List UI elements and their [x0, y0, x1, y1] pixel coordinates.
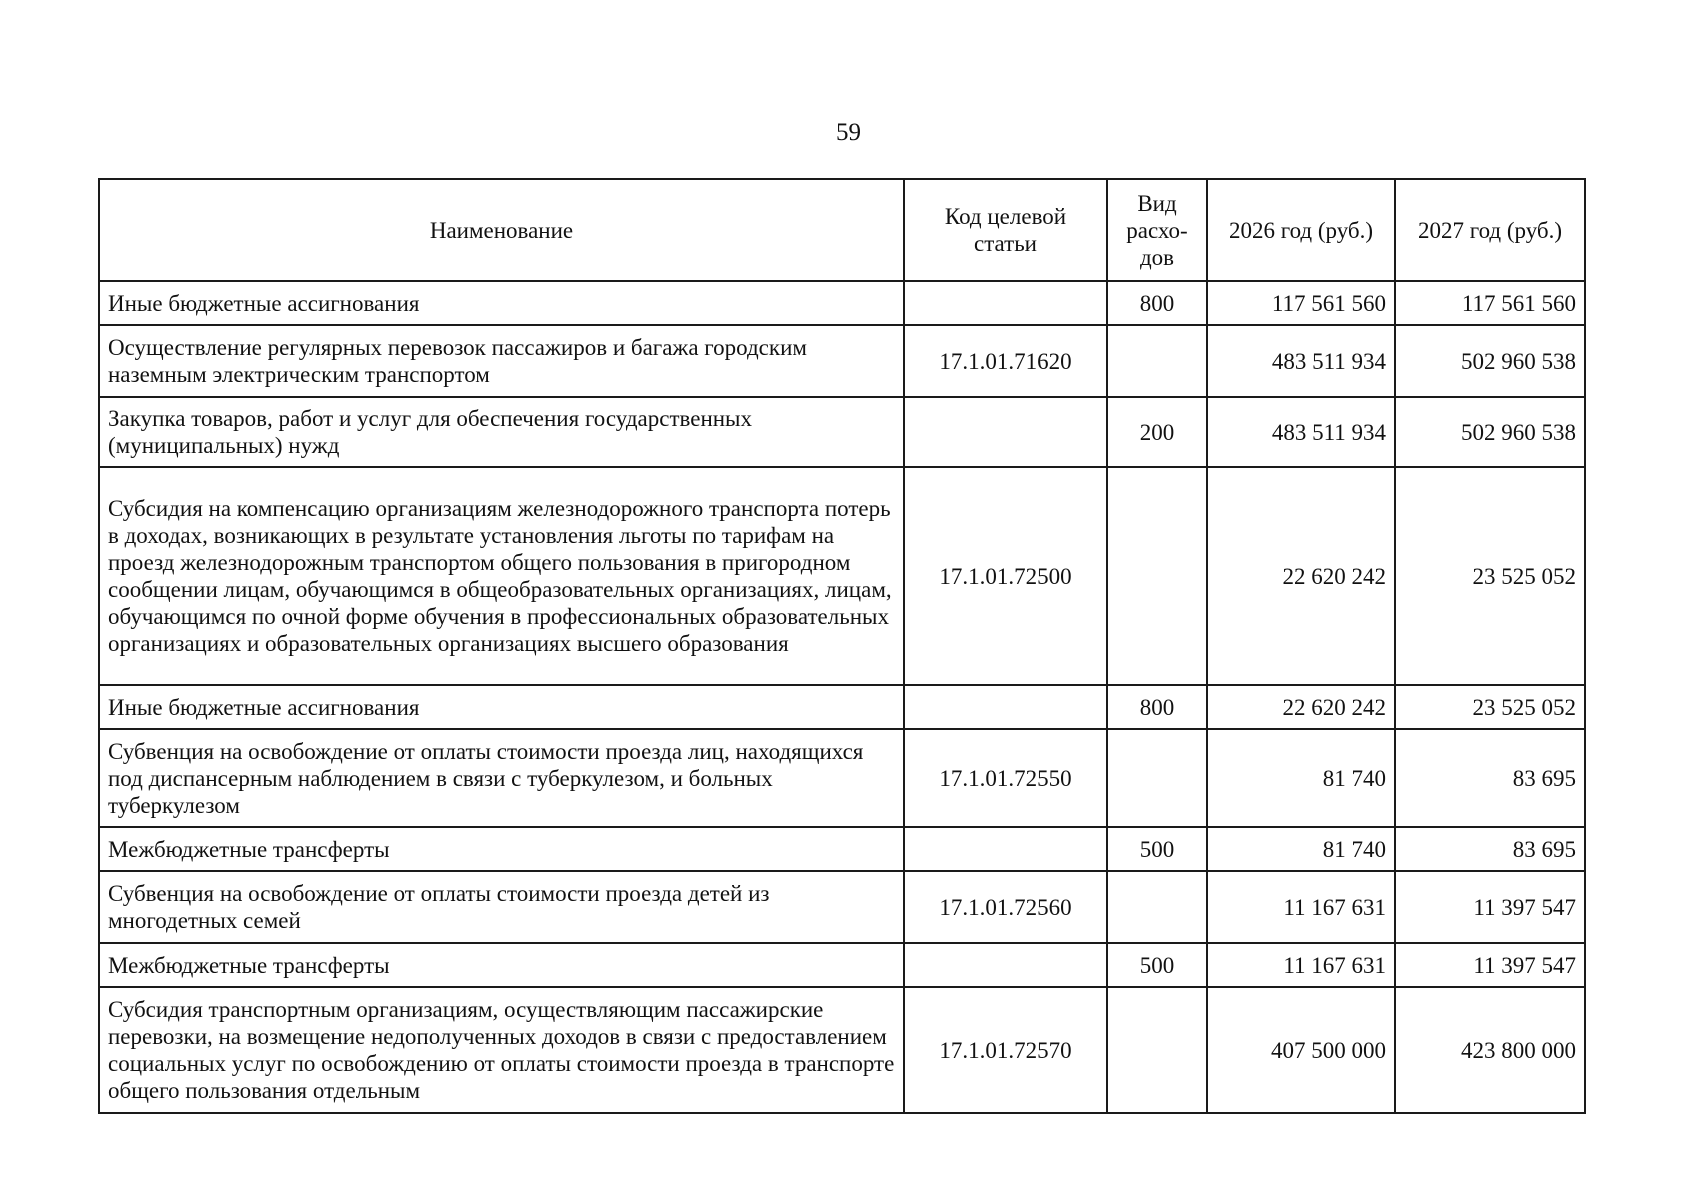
cell-2026: 483 511 934 — [1207, 325, 1395, 397]
cell-kind — [1107, 871, 1207, 943]
table-row — [99, 467, 1585, 685]
table-row — [99, 281, 1585, 325]
cell-code — [904, 281, 1107, 325]
cell-2026: 81 740 — [1207, 729, 1395, 827]
table-row — [99, 397, 1585, 467]
cell-name: Субвенция на освобождение от оплаты стоимости проезда лиц, находящихся под диспансерным наблюдением в связи с туберкулезом, и больных туберкулезом — [99, 729, 904, 827]
cell-code — [904, 943, 1107, 987]
cell-name: Субсидия на компенсацию организациям железнодорожного транспорта потерь в доходах, возникающих в результате установления льготы по тарифам на проезд железнодорожным транспортом общего пользования в пригородном сообщении лицам, обучающимся в общеобразовательных организациях, лицам, обучающимся по очной форме обучения в профессиональных образовательных организациях и образовательных организациях высшего образования — [99, 467, 904, 685]
cell-kind: 200 — [1107, 397, 1207, 467]
header-kind: Вид расхо-дов — [1107, 179, 1207, 281]
cell-code: 17.1.01.71620 — [904, 325, 1107, 397]
cell-kind: 500 — [1107, 943, 1207, 987]
cell-2026: 11 167 631 — [1207, 943, 1395, 987]
cell-name: Иные бюджетные ассигнования — [99, 685, 904, 729]
table-row — [99, 987, 1585, 1113]
cell-2027: 11 397 547 — [1395, 871, 1585, 943]
table-row — [99, 325, 1585, 397]
cell-kind — [1107, 729, 1207, 827]
cell-kind: 500 — [1107, 827, 1207, 871]
budget-table — [98, 178, 1586, 1114]
cell-code: 17.1.01.72500 — [904, 467, 1107, 685]
cell-2026: 483 511 934 — [1207, 397, 1395, 467]
cell-name: Межбюджетные трансферты — [99, 943, 904, 987]
cell-2026: 81 740 — [1207, 827, 1395, 871]
cell-2026: 22 620 242 — [1207, 467, 1395, 685]
cell-2027: 83 695 — [1395, 827, 1585, 871]
cell-2027: 423 800 000 — [1395, 987, 1585, 1113]
cell-2027: 502 960 538 — [1395, 325, 1585, 397]
header-code: Код целевой статьи — [904, 179, 1107, 281]
cell-2027: 23 525 052 — [1395, 685, 1585, 729]
table-row — [99, 943, 1585, 987]
cell-2026: 22 620 242 — [1207, 685, 1395, 729]
table-header-row — [99, 179, 1585, 281]
cell-2026: 11 167 631 — [1207, 871, 1395, 943]
cell-name: Субсидия транспортным организациям, осуществляющим пассажирские перевозки, на возмещение недополученных доходов в связи с предоставлением социальных услуг по освобождению от оплаты стоимости проезда в транспорте общего пользования отдельным — [99, 987, 904, 1113]
cell-code: 17.1.01.72550 — [904, 729, 1107, 827]
cell-name: Закупка товаров, работ и услуг для обеспечения государственных (муниципальных) нужд — [99, 397, 904, 467]
cell-2027: 502 960 538 — [1395, 397, 1585, 467]
cell-2027: 11 397 547 — [1395, 943, 1585, 987]
cell-2026: 407 500 000 — [1207, 987, 1395, 1113]
page-number: 59 — [836, 119, 861, 146]
header-2027: 2027 год (руб.) — [1395, 179, 1585, 281]
cell-name: Осуществление регулярных перевозок пассажиров и багажа городским наземным электрическим транспортом — [99, 325, 904, 397]
cell-code — [904, 397, 1107, 467]
table-row — [99, 685, 1585, 729]
cell-2027: 117 561 560 — [1395, 281, 1585, 325]
cell-code: 17.1.01.72570 — [904, 987, 1107, 1113]
cell-kind — [1107, 325, 1207, 397]
cell-kind: 800 — [1107, 281, 1207, 325]
cell-2027: 83 695 — [1395, 729, 1585, 827]
cell-kind — [1107, 467, 1207, 685]
cell-2026: 117 561 560 — [1207, 281, 1395, 325]
cell-code — [904, 685, 1107, 729]
cell-kind: 800 — [1107, 685, 1207, 729]
cell-name: Иные бюджетные ассигнования — [99, 281, 904, 325]
table-row — [99, 827, 1585, 871]
cell-2027: 23 525 052 — [1395, 467, 1585, 685]
cell-kind — [1107, 987, 1207, 1113]
header-name: Наименование — [99, 179, 904, 281]
cell-name: Межбюджетные трансферты — [99, 827, 904, 871]
table-row — [99, 871, 1585, 943]
cell-code: 17.1.01.72560 — [904, 871, 1107, 943]
header-2026: 2026 год (руб.) — [1207, 179, 1395, 281]
cell-name: Субвенция на освобождение от оплаты стоимости проезда детей из многодетных семей — [99, 871, 904, 943]
cell-code — [904, 827, 1107, 871]
table-row — [99, 729, 1585, 827]
